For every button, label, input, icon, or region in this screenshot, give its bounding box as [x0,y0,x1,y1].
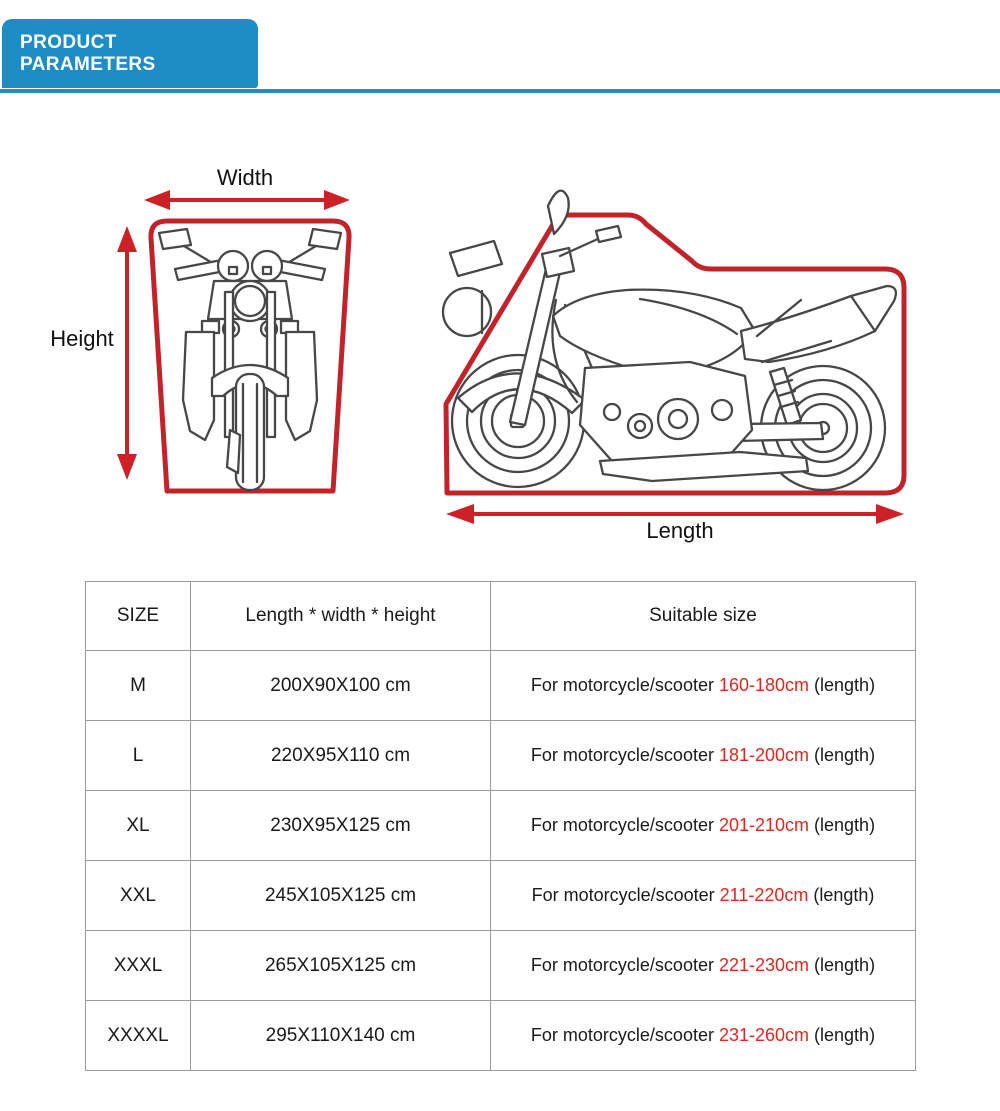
suitable-size-cell [491,721,916,791]
suitable-range: 160-180cm [718,675,810,695]
suitable-prefix: For motorcycle/scooter [530,675,719,695]
size-cell: L [86,721,191,791]
length-dimension-label: Length [646,518,714,543]
table-row [86,861,916,931]
suitable-size-cell [491,651,916,721]
suitable-size-cell [491,931,916,1001]
suitable-size-cell [491,861,916,931]
column-header-size: SIZE [86,582,191,651]
dimensions-cell: 220X95X110 cm [191,721,491,791]
suitable-prefix: For motorcycle/scooter [530,1025,719,1045]
suitable-prefix: For motorcycle/scooter [530,955,719,975]
height-arrow [117,226,137,480]
suitable-prefix: For motorcycle/scooter [530,815,719,835]
suitable-range: 231-260cm [718,1025,810,1045]
column-header-dimensions: Length * width * height [191,582,491,651]
section-title: PRODUCT PARAMETERS [20,31,156,75]
height-dimension-label: Height [50,326,114,351]
suitable-range: 201-210cm [718,815,810,835]
suitable-prefix: For motorcycle/scooter [530,745,719,765]
table-row [86,651,916,721]
suitable-suffix: (length) [808,885,875,905]
size-cell: M [86,651,191,721]
size-chart-table [85,581,916,1071]
suitable-range: 221-230cm [718,955,810,975]
side-motorcycle-drawing [443,191,896,490]
suitable-range: 181-200cm [718,745,810,765]
size-cell: XXXL [86,931,191,1001]
size-cell: XXL [86,861,191,931]
table-row [86,1001,916,1071]
suitable-prefix: For motorcycle/scooter [531,885,720,905]
dimensions-cell: 230X95X125 cm [191,791,491,861]
dimensions-cell: 200X90X100 cm [191,651,491,721]
size-cell: XXXXL [86,1001,191,1071]
dimensions-cell: 295X110X140 cm [191,1001,491,1071]
suitable-range: 211-220cm [719,885,809,905]
suitable-suffix: (length) [809,815,876,835]
suitable-suffix: (length) [809,675,876,695]
dimensions-cell: 245X105X125 cm [191,861,491,931]
dimensions-cell: 265X105X125 cm [191,931,491,1001]
column-header-suitable: Suitable size [491,582,916,651]
suitable-suffix: (length) [809,745,876,765]
suitable-size-cell [491,791,916,861]
suitable-suffix: (length) [809,955,876,975]
suitable-suffix: (length) [809,1025,876,1045]
front-motorcycle-drawing [159,229,341,490]
width-arrow [144,190,350,210]
table-row [86,931,916,1001]
table-row [86,791,916,861]
length-arrow [446,504,904,524]
table-header-row [86,582,916,651]
suitable-size-cell [491,1001,916,1071]
size-cell: XL [86,791,191,861]
table-row [86,721,916,791]
width-dimension-label: Width [216,165,274,190]
